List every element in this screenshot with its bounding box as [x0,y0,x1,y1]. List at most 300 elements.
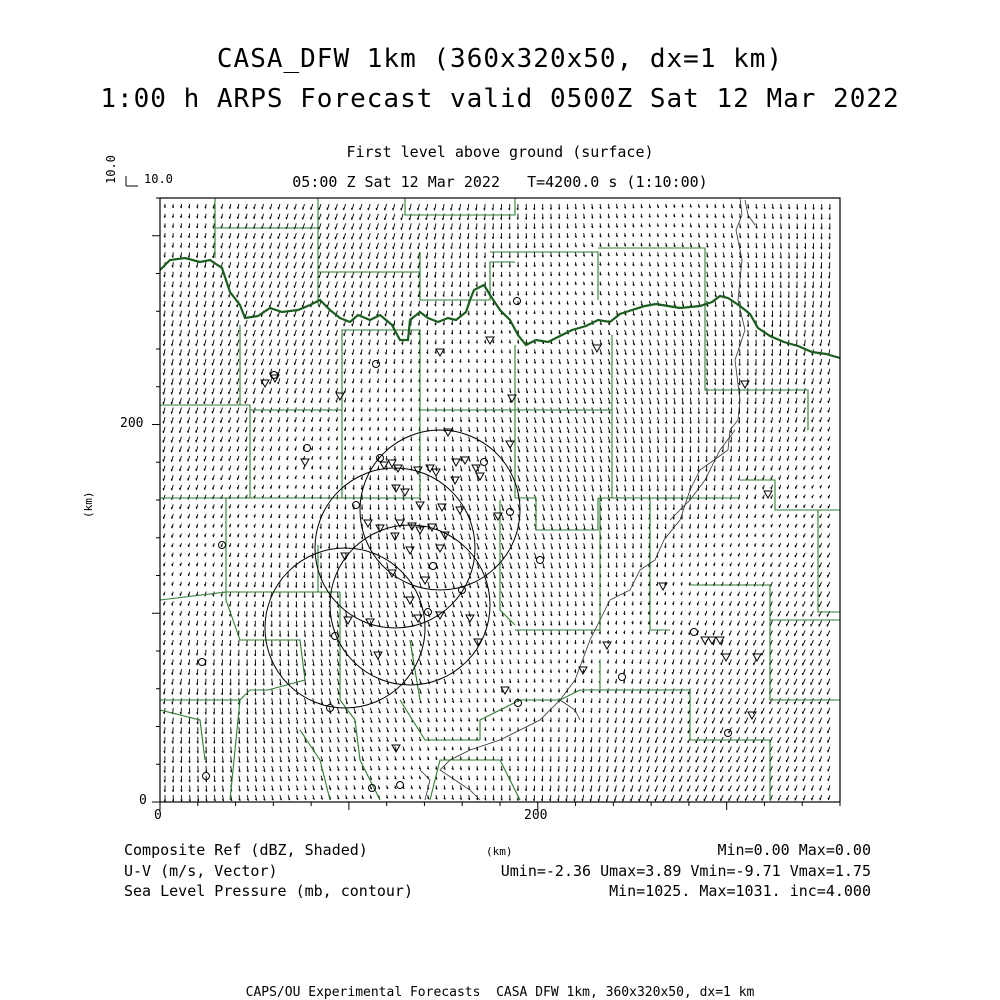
wind-vector [286,252,288,258]
wind-vector [401,204,403,210]
wind-vector [410,223,411,229]
wind-vector-head [294,391,295,393]
wind-vector-head [344,362,345,364]
wind-vector-head [295,410,296,412]
wind-vector [460,233,461,239]
wind-vector-head [270,468,271,470]
wind-vector-head [204,334,205,336]
wind-vector-head [820,373,821,375]
wind-vector [221,291,223,297]
wind-vector-head [352,334,353,336]
wind-vector [188,340,189,346]
wind-vector-head [409,218,410,220]
wind-vector-head [179,431,180,433]
valid-time-label: 05:00 Z Sat 12 Mar 2022 T=4200.0 s (1:10:00) [292,173,708,191]
wind-vector-head [237,449,238,451]
wind-vector [352,301,354,307]
wind-vector-head [360,276,361,278]
wind-vector [229,320,231,326]
wind-vector [435,262,436,268]
wind-vector-head [261,286,262,288]
wind-vector-head [286,372,287,374]
wind-vector-head [269,353,270,355]
wind-vector-head [204,373,205,375]
wind-vector-head [188,373,189,375]
wind-vector-head [187,421,188,423]
wind-vector [319,233,321,239]
wind-vector [196,330,197,336]
wind-vector [804,349,805,355]
wind-vector-head [179,478,180,480]
wind-vector [419,262,420,268]
wind-vector-head [812,392,813,394]
wind-vector-head [246,487,247,489]
wind-vector-head [254,468,255,470]
wind-vector-head [204,431,205,433]
wind-vector [303,311,305,317]
wind-vector-head [171,479,172,481]
wind-vector [196,388,198,394]
wind-vector [204,359,206,365]
wind-vector-head [303,372,304,374]
wind-vector [278,301,280,307]
wind-vector-head [262,420,263,422]
wind-vector-head [237,276,238,278]
wind-vector-head [294,324,295,326]
wind-vector [221,369,223,375]
wind-vector-head [179,469,180,471]
wind-vector [829,301,830,307]
wind-vector [327,223,329,229]
wind-vector [377,204,379,210]
wind-vector [368,214,370,220]
wind-vector-head [163,412,164,414]
wind-vector-head [803,439,804,441]
wind-vector [443,233,444,239]
wind-vector-head [196,305,197,307]
wind-vector-head [188,363,189,365]
wind-vector-head [795,458,796,460]
wind-vector-head [360,208,361,210]
wind-vector [229,388,231,394]
wind-vector-head [196,392,197,394]
wind-vector [393,252,394,258]
wind-vector-head [771,449,772,451]
wind-vector-head [295,439,296,441]
wind-vector-head [237,392,238,394]
wind-vector-head [294,247,295,249]
wind-vector [204,378,206,384]
wind-vector [180,388,182,394]
wind-vector [410,233,411,239]
wind-vector [319,272,321,278]
wind-vector [180,359,181,365]
wind-vector-head [237,421,238,423]
wind-vector-head [261,401,262,403]
wind-vector [335,243,337,249]
wind-vector-head [212,285,213,287]
wind-vector [188,398,190,404]
wind-vector-head [828,410,829,412]
wind-vector [188,378,190,384]
wind-vector [213,388,215,394]
wind-vector [360,272,362,278]
wind-vector-head [278,449,279,451]
wind-vector-head [803,411,804,413]
wind-vector-head [409,228,410,230]
wind-vector-head [319,295,320,297]
wind-vector [402,243,403,249]
wind-vector-head [204,315,205,317]
wind-vector-head [377,295,378,297]
wind-vector-head [302,334,303,336]
wind-vector-head [269,315,270,317]
wind-vector-head [196,440,197,442]
wind-vector-head [270,256,271,258]
wind-vector [352,243,354,249]
wind-vector-head [376,276,377,278]
wind-vector-head [351,208,352,210]
wind-vector-head [270,420,271,422]
wind-vector [344,233,346,239]
wind-vector-head [220,382,221,384]
wind-vector [303,272,305,278]
wind-vector-head [163,460,164,462]
wind-vector-head [368,276,369,278]
wind-vector-head [237,305,238,307]
wind-vector-head [179,402,180,404]
wind-vector-head [812,420,813,422]
wind-vector [303,252,305,258]
wind-vector-head [179,383,180,385]
wind-vector-head [286,392,287,394]
wind-vector [237,330,239,336]
wind-vector-head [820,382,821,384]
wind-vector-head [360,247,361,249]
wind-vector-head [820,392,821,394]
wind-vector-head [229,305,230,307]
wind-vector [172,359,173,365]
wind-vector-head [434,218,435,220]
wind-vector-head [779,468,780,470]
wind-vector-head [212,305,213,307]
wind-vector-head [335,276,336,278]
wind-vector [352,291,354,297]
wind-vector-head [254,477,255,479]
wind-vector-head [171,392,172,394]
wind-vector-head [262,439,263,441]
wind-vector-head [779,478,780,480]
level-label: First level above ground (surface) [346,143,654,161]
wind-vector [352,282,354,288]
wind-vector-head [204,392,205,394]
wind-vector [328,311,330,317]
wind-vector-head [237,468,238,470]
title-line-2: 1:00 h ARPS Forecast valid 0500Z Sat 12 Mar 2022 [100,84,900,114]
wind-vector-head [187,412,188,414]
wind-vector-head [352,343,353,345]
wind-vector [278,330,280,336]
wind-vector-head [352,295,353,297]
wind-vector [319,262,321,268]
wind-vector-head [803,430,804,432]
wind-vector [821,311,822,317]
wind-vector-head [196,450,197,452]
wind-vector-head [261,246,262,248]
wind-vector-head [360,324,361,326]
wind-vector [804,359,805,365]
wind-vector-head [303,401,304,403]
wind-vector-head [336,362,337,364]
wind-vector-head [351,237,352,239]
wind-vector-head [327,286,328,288]
wind-vector-head [163,440,164,442]
wind-vector-head [828,420,829,422]
wind-vector-head [335,266,336,268]
wind-vector [352,214,354,220]
wind-vector-head [360,266,361,268]
wind-vector-head [343,208,344,210]
wind-vector-head [163,421,164,423]
wind-vector-head [204,440,205,442]
wind-vector [352,233,354,239]
wind-vector [303,330,305,336]
wind-vector-head [220,334,221,336]
wind-vector-head [294,382,295,384]
wind-vector [427,233,428,239]
wind-vector-head [179,392,180,394]
wind-vector [196,408,198,414]
wind-vector-head [795,468,796,470]
wind-vector [352,204,354,210]
wind-vector [245,378,247,384]
wind-vector-head [335,334,336,336]
wind-vector-head [385,276,386,278]
wind-vector-head [327,315,328,317]
wind-vector-head [180,488,181,490]
wind-vector-head [787,468,788,470]
wind-vector [821,291,822,298]
wind-vector-head [763,487,764,489]
wind-vector [385,204,387,210]
wind-vector-head [352,314,353,316]
wind-vector-head [253,420,254,422]
wind-vector-head [795,439,796,441]
wind-vector-head [278,401,279,403]
wind-vector-head [237,440,238,442]
wind-vector-head [212,344,213,346]
wind-vector [369,262,371,268]
wind-vector [435,223,436,229]
wind-vector-head [327,372,328,374]
wind-vector-head [270,217,271,219]
wind-vector [327,272,329,278]
wind-vector-head [327,353,328,355]
wind-vector-head [344,343,345,345]
reference-vector-label-vertical: 10.0 [104,155,118,184]
wind-vector [319,330,321,336]
wind-vector-head [171,431,172,433]
wind-vector [344,291,346,297]
wind-vector-head [254,449,255,451]
wind-vector-head [278,344,279,346]
wind-vector [237,311,239,317]
wind-vector-head [376,266,377,268]
wind-vector-head [409,257,410,259]
wind-vector-head [401,257,402,259]
wind-vector [344,252,346,258]
wind-vector-head [795,411,796,413]
wind-vector-head [409,247,410,249]
wind-vector-head [351,247,352,249]
wind-vector-head [343,247,344,249]
wind-vector [229,311,231,317]
wind-vector [278,340,280,346]
wind-vector [270,349,272,355]
wind-vector-head [212,430,213,432]
wind-vector-head [343,305,344,307]
wind-vector-head [278,266,279,268]
wind-vector-head [229,266,230,268]
wind-vector [164,349,165,355]
wind-vector [221,359,223,365]
wind-vector-head [188,344,189,346]
wind-vector-head [229,478,230,480]
wind-vector-head [245,440,246,442]
wind-vector-head [245,449,246,451]
wind-vector [180,378,182,384]
wind-vector-head [286,217,287,219]
wind-vector-head [212,392,213,394]
wind-vector-head [270,401,271,403]
wind-vector [352,223,354,229]
wind-vector [335,214,337,220]
wind-vector-head [828,363,829,365]
wind-vector-head [245,305,246,307]
wind-vector-head [368,237,369,239]
wind-vector-head [393,218,394,220]
wind-vector [294,282,296,288]
wind-vector [237,291,239,297]
wind-vector-head [229,276,230,278]
wind-vector-head [221,487,222,489]
wind-vector [360,262,362,268]
wind-vector [368,243,370,249]
wind-vector-head [204,295,205,297]
wind-vector-head [294,372,295,374]
wind-vector [237,369,239,375]
wind-vector-head [295,401,296,403]
wind-vector [443,223,444,229]
wind-vector [295,320,297,326]
wind-vector-head [385,257,386,259]
wind-vector-head [384,218,385,220]
wind-vector [262,301,264,307]
wind-vector-head [343,295,344,297]
wind-vector-head [196,411,197,413]
wind-vector-head [220,373,221,375]
wind-vector [385,233,387,239]
wind-vector [245,349,247,355]
wind-vector-head [384,228,385,230]
wind-vector-head [279,468,280,470]
wind-vector-head [220,295,221,297]
wind-vector-head [368,305,369,307]
wind-vector-head [245,382,246,384]
wind-vector [426,223,427,229]
wind-vector-head [368,314,369,316]
wind-vector-head [212,324,213,326]
wind-vector-head [179,421,180,423]
wind-vector [468,223,469,229]
wind-vector [311,320,313,326]
wind-vector [237,388,239,394]
wind-vector [402,233,404,239]
wind-vector-head [237,315,238,317]
wind-vector [361,291,363,297]
wind-vector-head [196,363,197,365]
wind-vector-head [352,266,353,268]
wind-vector-head [237,430,238,432]
wind-vector [294,291,296,297]
wind-vector-head [303,410,304,412]
wind-vector-head [237,236,238,238]
wind-vector [237,349,239,355]
wind-vector-head [237,324,238,326]
wind-vector [245,369,247,375]
wind-vector-head [311,382,312,384]
wind-vector [254,291,256,297]
wind-vector-head [335,295,336,297]
wind-vector-head [220,430,221,432]
wind-vector-head [188,469,189,471]
wind-vector-head [171,373,172,375]
wind-vector-head [179,450,180,452]
wind-vector-head [360,305,361,307]
wind-vector [196,417,198,423]
wind-vector [229,340,231,346]
wind-vector-head [319,343,320,345]
wind-vector-head [787,430,788,432]
wind-vector [164,398,166,404]
wind-vector [788,369,789,375]
wind-vector-head [245,430,246,432]
wind-vector [229,359,231,365]
wind-vector [796,349,797,355]
wind-vector-head [426,228,427,230]
wind-vector [460,223,461,229]
wind-vector [418,243,419,249]
wind-vector-head [212,469,213,471]
wind-vector [188,369,190,375]
wind-vector-head [221,276,222,278]
wind-vector-head [270,477,271,479]
wind-vector [303,282,305,288]
wind-vector-head [204,478,205,480]
wind-vector [196,378,198,384]
wind-vector [344,301,346,307]
wind-vector [164,408,166,414]
wind-vector-head [286,430,287,432]
wind-vector-head [795,430,796,432]
wind-vector-head [352,276,353,278]
wind-vector-head [220,344,221,346]
wind-vector-head [196,344,197,346]
wind-vector-head [229,315,230,317]
wind-vector-head [384,208,385,210]
wind-vector [410,262,411,268]
wind-vector-head [360,227,361,229]
